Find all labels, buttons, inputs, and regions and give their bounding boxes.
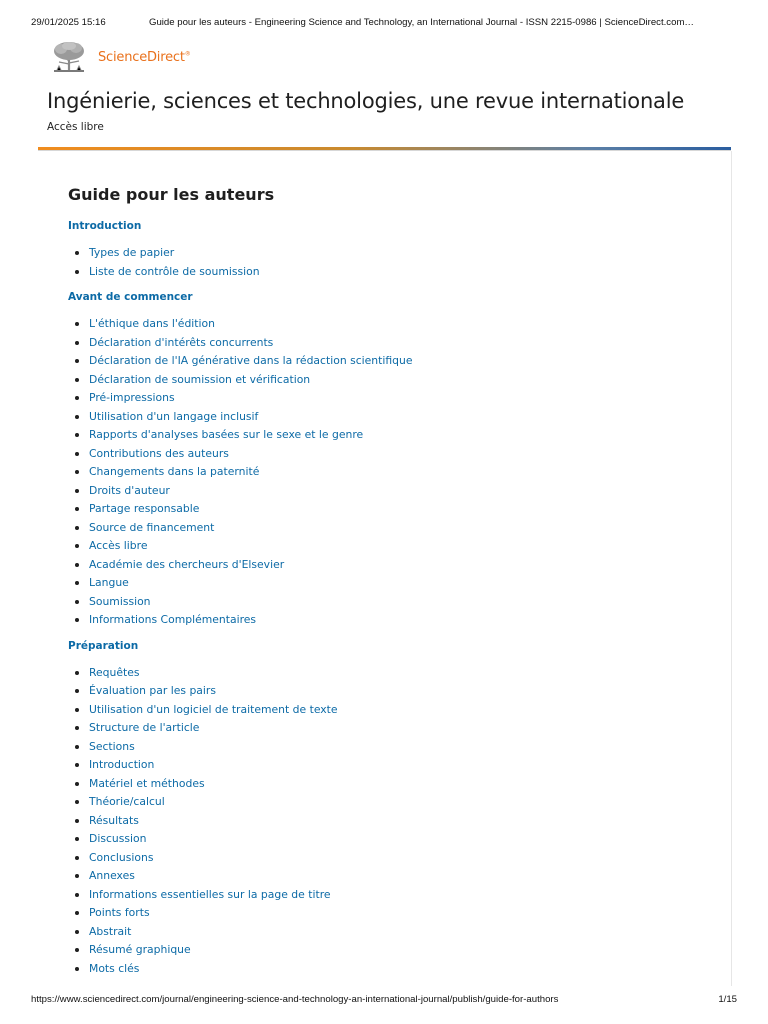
toc-link[interactable]: Source de financement xyxy=(89,520,215,534)
toc-list xyxy=(68,315,708,630)
toc-link[interactable]: Accès libre xyxy=(89,539,148,552)
toc-list-item xyxy=(68,682,708,701)
toc-link[interactable]: Informations essentielles sur la page de titre xyxy=(89,887,331,901)
toc-link[interactable]: Partage responsable xyxy=(89,502,200,515)
toc-link[interactable]: Déclaration de l'IA générative dans la rédaction scientifique xyxy=(89,354,413,367)
toc-section-heading[interactable]: Avant de commencer xyxy=(68,291,193,303)
toc-list-item xyxy=(68,664,708,683)
toc-list-item xyxy=(68,537,708,556)
toc-link[interactable]: Discussion xyxy=(89,832,147,845)
header-divider-shadow xyxy=(38,150,731,151)
toc-list-item xyxy=(68,263,708,282)
brand-name: ScienceDirect® xyxy=(98,49,191,65)
toc-list-item xyxy=(68,738,708,757)
toc-list-item xyxy=(68,574,708,593)
toc-list-item xyxy=(68,482,708,501)
toc-list-item xyxy=(68,611,708,630)
toc-link[interactable]: Pré-impressions xyxy=(89,391,175,404)
toc-list xyxy=(68,244,708,281)
toc-link[interactable]: Soumission xyxy=(89,594,151,608)
toc-link[interactable]: Droits d'auteur xyxy=(89,483,170,497)
toc-link[interactable]: Sections xyxy=(89,739,135,753)
toc-list-item xyxy=(68,389,708,408)
toc-link[interactable]: Langue xyxy=(89,576,129,589)
toc-list-item xyxy=(68,701,708,720)
toc-link[interactable]: L'éthique dans l'édition xyxy=(89,317,215,330)
toc-list-item xyxy=(68,315,708,334)
toc-list-item xyxy=(68,352,708,371)
toc-link[interactable]: Annexes xyxy=(89,869,135,882)
toc-list-item xyxy=(68,830,708,849)
toc-list-item xyxy=(68,719,708,738)
print-datetime: 29/01/2025 15:16 xyxy=(31,17,106,28)
toc-link[interactable]: Résultats xyxy=(89,813,139,827)
table-of-contents xyxy=(68,218,708,978)
toc-link[interactable]: Évaluation par les pairs xyxy=(89,684,216,697)
toc-link[interactable]: Introduction xyxy=(89,758,155,771)
toc-link[interactable]: Rapports d'analyses basées sur le sexe et le genre xyxy=(89,428,364,441)
toc-list-item xyxy=(68,941,708,960)
toc-list-item xyxy=(68,867,708,886)
sciencedirect-logo[interactable] xyxy=(50,40,191,74)
toc-list xyxy=(68,664,708,979)
toc-list-item xyxy=(68,793,708,812)
toc-list-item xyxy=(68,775,708,794)
toc-link[interactable]: Types de papier xyxy=(89,246,175,259)
print-page-number: 1/15 xyxy=(718,994,737,1005)
print-url: https://www.sciencedirect.com/journal/engineering-science-and-technology-an-international-journal/publish/guide-for-authors xyxy=(31,994,559,1005)
toc-link[interactable]: Utilisation d'un langage inclusif xyxy=(89,409,259,423)
toc-list-item xyxy=(68,593,708,612)
toc-list-item xyxy=(68,426,708,445)
toc-section-heading[interactable]: Introduction xyxy=(68,220,142,232)
toc-link[interactable]: Utilisation d'un logiciel de traitement de texte xyxy=(89,702,338,716)
toc-list-item xyxy=(68,960,708,979)
toc-link[interactable]: Points forts xyxy=(89,906,150,919)
journal-title[interactable]: Ingénierie, sciences et technologies, une revue internationale xyxy=(47,89,685,113)
toc-list-item xyxy=(68,519,708,538)
toc-link[interactable]: Structure de l'article xyxy=(89,721,200,734)
toc-link[interactable]: Résumé graphique xyxy=(89,943,191,956)
toc-list-item xyxy=(68,334,708,353)
toc-link[interactable]: Abstrait xyxy=(89,924,132,938)
guide-title: Guide pour les auteurs xyxy=(68,185,275,204)
toc-link[interactable]: Déclaration d'intérêts concurrents xyxy=(89,335,274,349)
toc-link[interactable]: Liste de contrôle de soumission xyxy=(89,264,260,278)
toc-link[interactable]: Théorie/calcul xyxy=(89,795,165,808)
toc-list-item xyxy=(68,886,708,905)
toc-link[interactable]: Changements dans la paternité xyxy=(89,465,260,478)
elsevier-tree-logo-icon xyxy=(50,41,88,73)
toc-list-item xyxy=(68,500,708,519)
toc-list-item xyxy=(68,463,708,482)
toc-link[interactable]: Requêtes xyxy=(89,665,140,679)
toc-list-item xyxy=(68,445,708,464)
toc-list-item xyxy=(68,756,708,775)
toc-link[interactable]: Mots clés xyxy=(89,961,140,975)
toc-list-item xyxy=(68,408,708,427)
print-page-title: Guide pour les auteurs - Engineering Science and Technology, an International Journal - ISSN 2215-0986 | ScienceDirect.com… xyxy=(149,17,695,28)
toc-list-item xyxy=(68,849,708,868)
guide-content xyxy=(68,183,708,978)
toc-link[interactable]: Matériel et méthodes xyxy=(89,776,205,790)
toc-section-heading[interactable]: Préparation xyxy=(68,639,139,652)
toc-link[interactable]: Déclaration de soumission et vérification xyxy=(89,372,311,386)
toc-link[interactable]: Conclusions xyxy=(89,850,154,864)
toc-list-item xyxy=(68,923,708,942)
toc-list-item xyxy=(68,904,708,923)
toc-list-item xyxy=(68,371,708,390)
toc-list-item xyxy=(68,244,708,263)
toc-link[interactable]: Informations Complémentaires xyxy=(89,613,257,626)
content-border xyxy=(731,151,732,986)
toc-link[interactable]: Contributions des auteurs xyxy=(89,446,229,460)
toc-link[interactable]: Académie des chercheurs d'Elsevier xyxy=(89,557,285,571)
toc-list-item xyxy=(68,812,708,831)
toc-list-item xyxy=(68,556,708,575)
open-access-label: Accès libre xyxy=(47,121,104,133)
